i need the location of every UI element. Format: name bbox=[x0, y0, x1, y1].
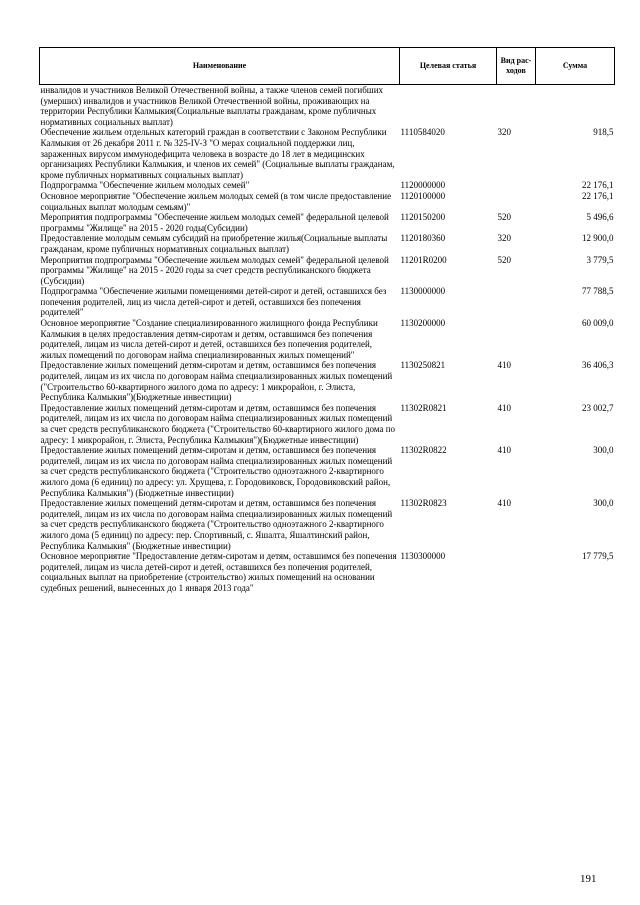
table-row bbox=[40, 318, 615, 360]
row-amount: 23 002,7 bbox=[582, 402, 614, 413]
row-name: Основное мероприятие "Создание специализированного жилищного фонда Республики Калмыкия в целях предоставления детям-сиротам и детям, оставшимся без попечения родителей, лицам из числа детей-сирот и детей, оставшихся без попечения родителей, жилых помещений по договорам найма специализированных жилых помещений" bbox=[40, 318, 378, 360]
row-name: Подпрограмма "Обеспечение жильем молодых семей" bbox=[40, 180, 250, 191]
row-target-code: 11201R0200 bbox=[400, 254, 447, 265]
row-amount: 36 406,3 bbox=[582, 360, 614, 371]
header-sum: Сумма bbox=[536, 48, 615, 85]
table-row bbox=[40, 445, 615, 498]
row-amount: 5 496,6 bbox=[586, 212, 614, 223]
budget-table bbox=[39, 47, 615, 594]
row-name: Обеспечение жильем отдельных категорий граждан в соответствии с Законом Республики Калмыкия от 26 декабря 2011 г. № 325-IV-З "О мерах социальной поддержки лиц, зараженных вирусом иммунодефицита человека в возрасте до 18 лет в медицинских организациях Республики Калмыкия, и членов их семей" (Социальные выплаты гражданам, кроме публичных нормативных социальных выплат) bbox=[40, 127, 395, 180]
row-target-code: 1120150200 bbox=[400, 212, 446, 223]
row-target-code: 1130000000 bbox=[400, 286, 446, 297]
row-amount: 12 900,0 bbox=[582, 233, 614, 244]
row-expense-type bbox=[497, 286, 536, 318]
row-expense-type: 520 bbox=[497, 254, 511, 265]
row-target-code: 1120100000 bbox=[400, 190, 446, 201]
row-target-code: 1110584020 bbox=[400, 127, 445, 138]
row-name: Мероприятия подпрограммы "Обеспечение жильем молодых семей" федеральной целевой программы "Жилище" на 2015 - 2020 годы за счет средств республиканского бюджета (Субсидии) bbox=[40, 254, 389, 286]
row-target-code: 1130300000 bbox=[400, 551, 446, 562]
header-vid: Вид рас-ходов bbox=[497, 48, 536, 85]
row-amount: 300,0 bbox=[593, 445, 614, 456]
row-name: Предоставление жилых помещений детям-сиротам и детям, оставшимся без попечения родителей, лицам из их числа по договорам найма специализированных жилых помещений за счет средств республиканского бюджета ("Строительство одноэтажного 2-квартирного жилого дома (6 единиц) по адресу: ул. Хрущева, г. Городовиковск, Городовиковский район, Республика Калмыкия") (Бюджетные инвестиции) bbox=[40, 445, 393, 498]
row-name: Предоставление жилых помещений детям-сиротам и детям, оставшимся без попечения родителей, лицам из их числа по договорам найма специализированных жилых помещений за счет средств республиканского бюджета ("Строительство одноэтажного 2-квартирного жилого дома (5 единиц) по адресу: пер. Спортивный, с. Яшалта, Яшалтинский район, Республика Калмыкия" (Бюджетные инвестиции) bbox=[40, 498, 393, 551]
row-expense-type: 410 bbox=[497, 498, 511, 509]
row-expense-type bbox=[497, 191, 536, 212]
row-amount bbox=[536, 85, 615, 128]
header-code: Целевая статья bbox=[400, 48, 497, 85]
row-expense-type: 410 bbox=[497, 402, 511, 413]
row-name: Предоставление жилых помещений детям-сиротам и детям, оставшимся без попечения родителей, лицам из их числа по договорам найма специализированных жилых помещений за счет средств республиканского бюджета ("Строительство 60-квартирного жилого дома по адресу: 1 микрорайон, г. Элиста, Республика Калмыкия")(Бюджетные инвестиции) bbox=[40, 402, 396, 445]
row-target-code bbox=[400, 85, 497, 128]
table-row bbox=[40, 551, 615, 593]
row-name: Основное мероприятие "Предоставление детям-сиротам и детям, оставшимся без попечения родителей, лицам из числа детей-сирот и детей, оставшихся без попечения родителей, социальных выплат на приобретение (строительство) жилых помещений на основании судебных решений, вынесенных до 1 января 2013 года" bbox=[40, 551, 397, 593]
table-row bbox=[40, 85, 615, 128]
row-name: Основное мероприятие "Обеспечение жильем молодых семей (в том числе предоставление социальных выплат молодым семьям)" bbox=[40, 190, 392, 212]
header-name: Наименование bbox=[40, 48, 400, 85]
row-name: Подпрограмма "Обеспечение жилыми помещениями детей-сирот и детей, оставшихся без попечения родителей, лиц из числа детей-сирот и детей, оставшихся без попечения родителей" bbox=[40, 286, 387, 318]
row-amount: 300,0 bbox=[593, 498, 614, 509]
row-expense-type: 320 bbox=[497, 233, 511, 244]
table-row bbox=[40, 191, 615, 212]
row-amount: 3 779,5 bbox=[586, 254, 614, 265]
row-name: Предоставление жилых помещений детям-сиротам и детям, оставшимся без попечения родителей, лицам из их числа по договорам найма специализированных жилых помещений ("Строительство 60-квартирного жилого дома по адресу: 1 микрорайон, г. Элиста, Республика Калмыкия")(Бюджетные инвестиции) bbox=[40, 360, 393, 403]
row-expense-type: 320 bbox=[497, 127, 511, 138]
row-amount: 22 176,1 bbox=[582, 190, 614, 201]
row-amount: 918,5 bbox=[593, 127, 614, 138]
table-row bbox=[40, 286, 615, 318]
table-body bbox=[40, 85, 615, 594]
row-expense-type bbox=[497, 551, 536, 593]
row-amount: 22 176,1 bbox=[582, 180, 614, 191]
row-expense-type: 520 bbox=[497, 212, 511, 223]
table-row bbox=[40, 212, 615, 233]
row-target-code: 1130250821 bbox=[400, 360, 446, 371]
row-expense-type bbox=[497, 85, 536, 128]
table-row bbox=[40, 127, 615, 180]
row-target-code: 11302R0822 bbox=[400, 445, 447, 456]
table-row bbox=[40, 403, 615, 445]
row-expense-type bbox=[497, 180, 536, 191]
row-target-code: 11302R0823 bbox=[400, 498, 447, 509]
row-name: Мероприятия подпрограммы "Обеспечение жильем молодых семей" федеральной целевой программы "Жилище" на 2015 - 2020 годы(Субсидии) bbox=[40, 212, 389, 233]
row-target-code: 1120000000 bbox=[400, 180, 446, 191]
row-amount: 77 788,5 bbox=[582, 286, 614, 297]
row-name: инвалидов и участников Великой Отечественной войны, а также членов семей погибших (умерших) инвалидов и участников Великой Отечественной войны, проживающих на территории Республики Калмыкия(Социальные выплаты гражданам, кроме публичных нормативных социальных выплат) bbox=[40, 85, 384, 127]
table-row bbox=[40, 255, 615, 287]
table-row bbox=[40, 498, 615, 551]
row-target-code: 11302R0821 bbox=[400, 402, 447, 413]
page-number: 191 bbox=[580, 873, 597, 885]
table-row bbox=[40, 180, 615, 191]
row-name: Предоставление молодым семьям субсидий на приобретение жилья(Социальные выплаты гражданам, кроме публичных нормативных социальных выплат) bbox=[40, 233, 388, 254]
row-expense-type: 410 bbox=[497, 445, 511, 456]
table-header-row bbox=[40, 48, 615, 85]
row-amount: 17 779,5 bbox=[582, 551, 614, 562]
row-target-code: 1130200000 bbox=[400, 318, 446, 329]
row-expense-type bbox=[497, 318, 536, 360]
row-target-code: 1120180360 bbox=[400, 233, 446, 244]
row-amount: 60 009,0 bbox=[582, 318, 614, 329]
table-row bbox=[40, 233, 615, 254]
row-expense-type: 410 bbox=[497, 360, 511, 371]
table-row bbox=[40, 360, 615, 402]
